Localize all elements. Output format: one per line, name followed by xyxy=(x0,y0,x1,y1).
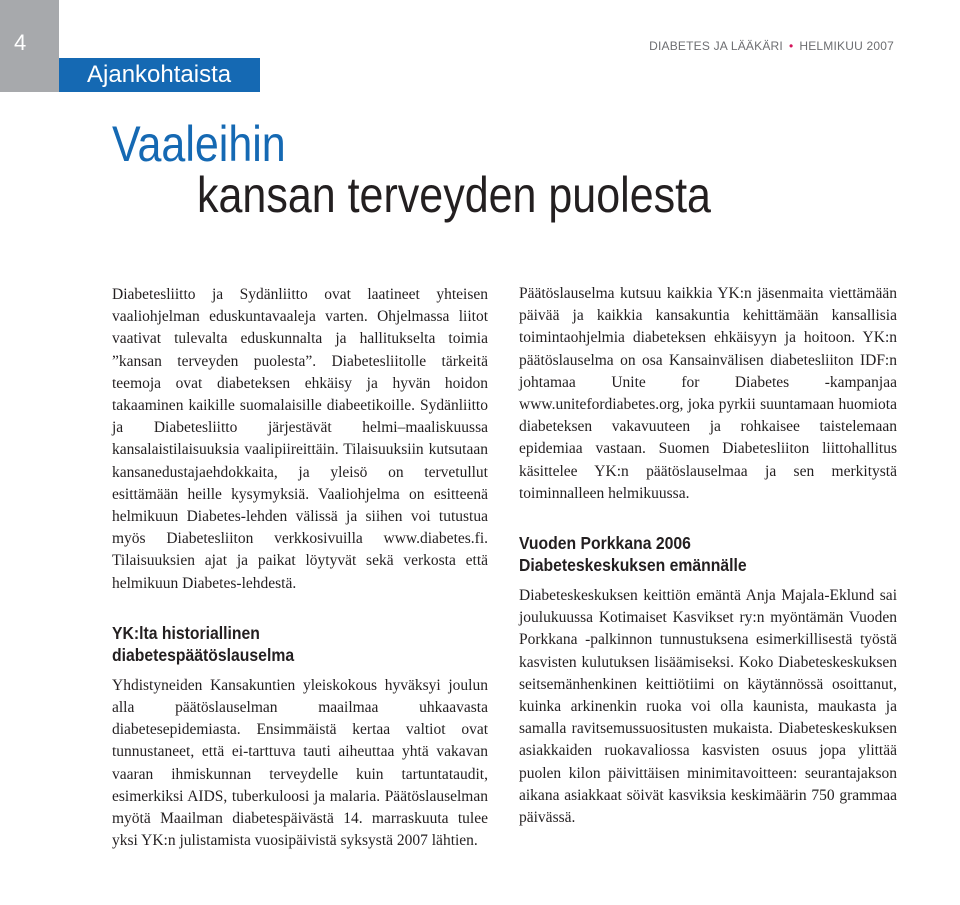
un-resolution-continued-paragraph: Päätöslauselma kutsuu kaikkia YK:n jäsenmaita viettämään päivää ja kaikkia kansakuntia kehittämään kansallisia toimintaohjelmia diabeteksen ehkäisyyn ja hoitoon. YK:n päätöslauselma on osa Kansainvälisen diabetesliiton IDF:n johtamaa Unite for Diabetes -kampanjaa www.unitefordiabetes.org, joka pyrkii suuntamaan huomiota diabeteksen vakavuuteen ja rohkaisee taistelemaan epidemiaa vastaan. Suomen Diabetesliiton liittohallitus käsittelee YK:n päätöslauselmaa ja sen merkitystä toiminnalleen helmikuussa. xyxy=(519,285,897,502)
magazine-name: DIABETES JA LÄÄKÄRI xyxy=(649,39,783,53)
carrot-award-paragraph: Diabeteskeskuksen keittiön emäntä Anja Majala-Eklund sai joulukuussa Kotimaiset Kasvikset ry:n myöntämän Vuoden Porkkana -palkinnon tunnustuksena esimerkillisestä työstä kasvisten kulutuksen lisäämiseksi. Koko Diabeteskeskuksen seitsemänhenkinen keittiötiimi on käytännössä osoittanut, kuinka arkinenkin ruoka voi olla kaunista, maukasta ja samalla ravitsemussuositusten mukaista. Diabeteskeskuksen asiakkaiden ruokavaliossa kasvisten osuus jopa ylittää puolen kilon päivittäisen minimitavoitteen: seurantajakson aikana asiakkaat söivät kasviksia keskimäärin 750 grammaa päivässä. xyxy=(519,587,897,827)
left-column xyxy=(112,284,488,852)
un-resolution-heading-line2: diabetespäätöslauselma xyxy=(112,644,295,665)
carrot-award-heading xyxy=(519,532,859,576)
un-resolution-heading-line1: YK:lta historiallinen xyxy=(112,622,260,643)
running-header xyxy=(649,39,894,53)
carrot-award-heading-line2: Diabeteskeskuksen emännälle xyxy=(519,555,747,576)
headline-sub: kansan terveyden puolesta xyxy=(197,167,711,223)
separator-dot: • xyxy=(788,39,794,53)
intro-paragraph: Diabetesliitto ja Sydänliitto ovat laatineet yhteisen vaaliohjelman eduskuntavaaleja varten. Ohjelmassa liitot vaativat tulevalta eduskunnalta ja hallitukselta toimia ”kansan terveyden puolesta”. Diabetesliitolle tärkeitä teemoja ovat diabeteksen ehkäisy ja hyvän hoidon takaaminen kaikille suomalaisille diabeetikoille. Sydänliitto ja Diabetesliitto järjestävät helmi–maaliskuussa kansalaistilaisuuksia vaalipiireittäin. Tilaisuuksiin kutsutaan kansanedustajaehdokkaita, ja yleisö on tervetullut esittämään heille kysymyksiä. Vaaliohjelma on esitteenä helmikuun Diabetes-lehden välissä ja siihen voi tutustua myös Diabetesliiton verkkosivuilla www.diabetes.fi. Tilaisuuksien ajat ja paikat löytyvät sekä verkosta että helmikuun Diabetes-lehdestä. xyxy=(112,286,488,592)
carrot-award-heading-line1: Vuoden Porkkana 2006 xyxy=(519,533,691,554)
page-number: 4 xyxy=(14,30,27,55)
headline-main: Vaaleihin xyxy=(112,116,286,172)
section-label: Ajankohtaista xyxy=(59,58,260,92)
page-number-box xyxy=(0,0,59,92)
un-resolution-heading xyxy=(112,622,450,666)
right-column xyxy=(519,283,897,829)
un-resolution-paragraph: Yhdistyneiden Kansakuntien yleiskokous hyväksyi joulun alla päätöslauselman maailmaa uhkaavasta diabetesepidemiasta. Ensimmäistä kertaa valtiot ovat tunnustaneet, että ei-tarttuva tauti aiheuttaa yhtä vakavan vaaran ihmiskunnan terveydelle kuin tartuntataudit, esimerkiksi AIDS, tuberkuloosi ja malaria. Päätöslauselman myötä Maailman diabetespäivästä 14. marraskuuta tulee yksi YK:n julistamista vuosipäivistä syksystä 2007 lähtien. xyxy=(112,676,488,850)
issue-date: HELMIKUU 2007 xyxy=(799,39,894,53)
